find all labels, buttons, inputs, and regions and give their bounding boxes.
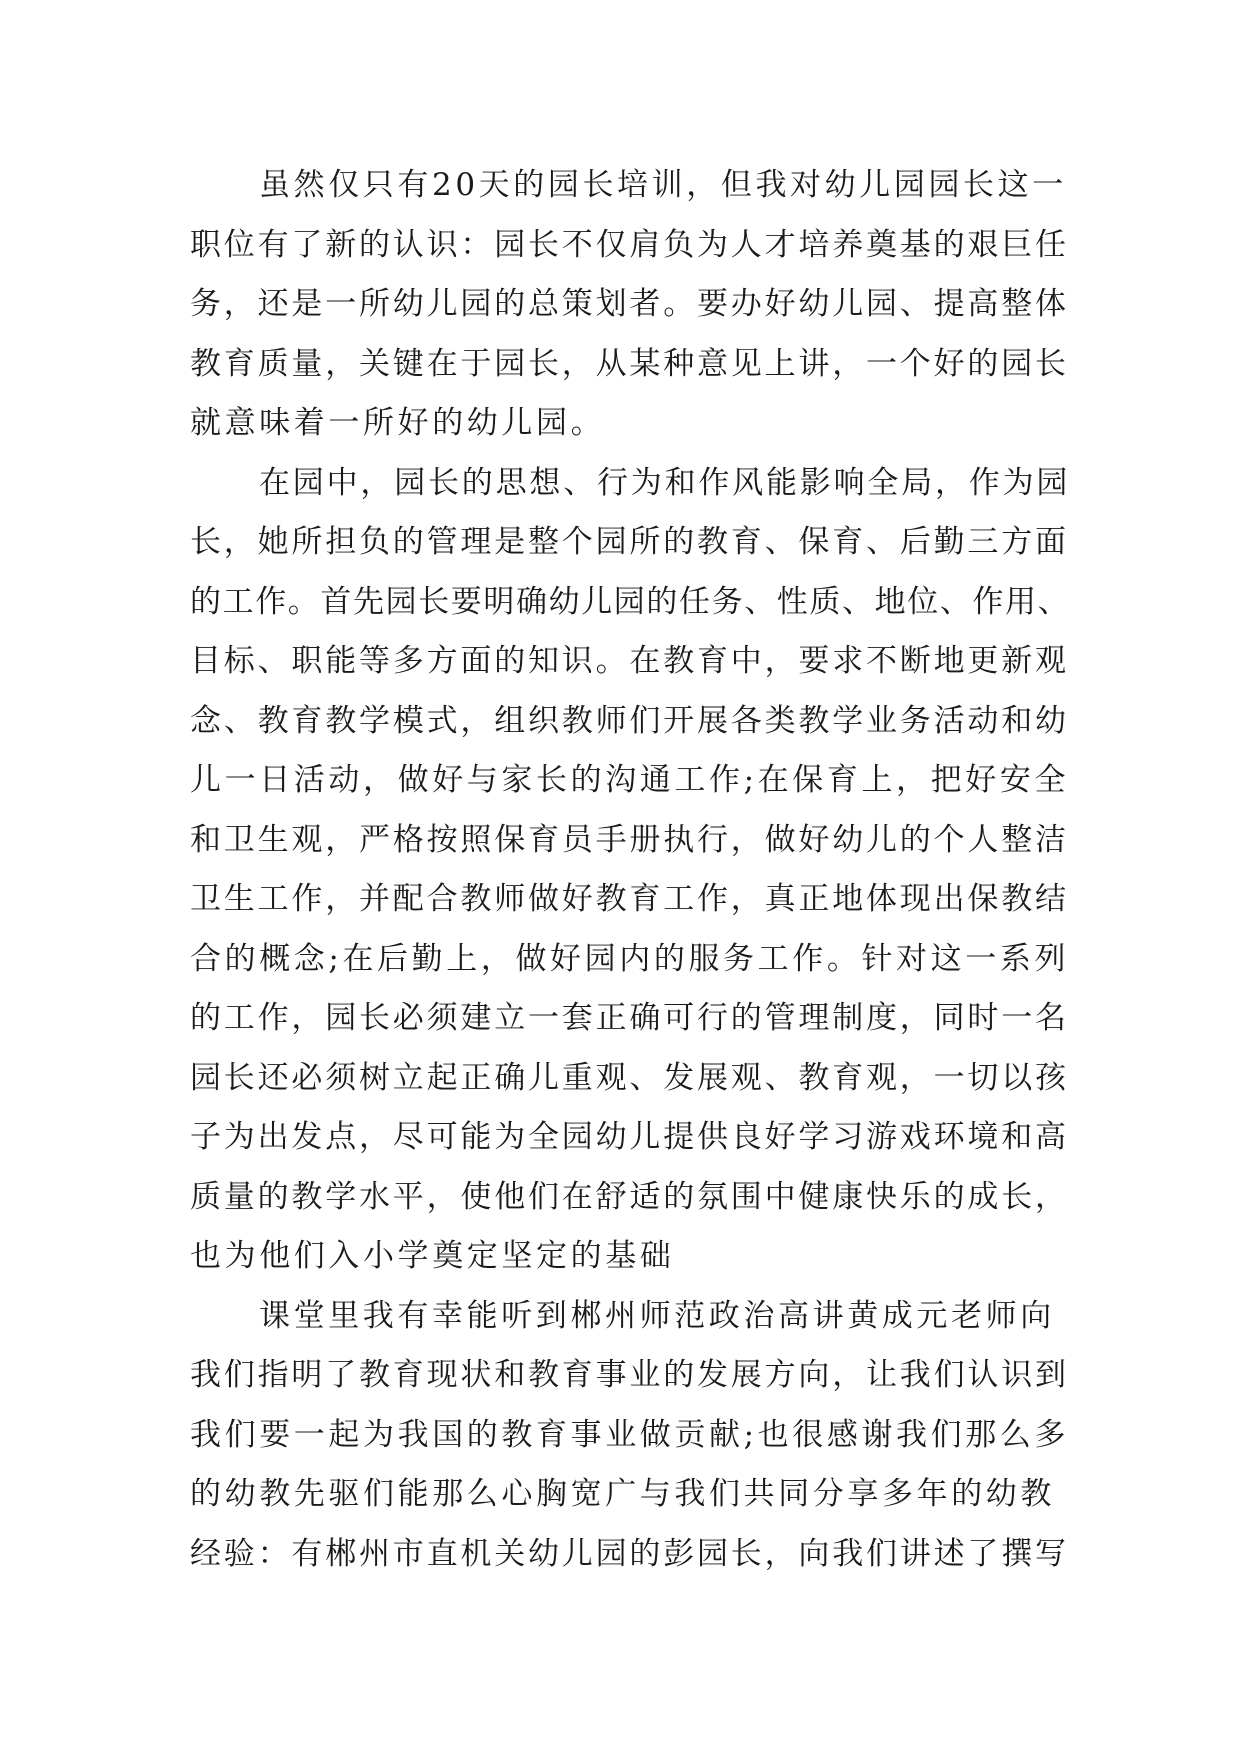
text-line: 子为出发点，尽可能为全园幼儿提供良好学习游戏环境和高 <box>190 1119 1069 1155</box>
text-line: 教育质量，关键在于园长，从某种意见上讲，一个好的园长 <box>190 345 1069 382</box>
text-line: 的工作，园长必须建立一套正确可行的管理制度，同时一名 <box>190 1000 1069 1036</box>
document-body <box>190 156 1070 1584</box>
text-line: 职位有了新的认识：园长不仅肩负为人才培养奠基的艰巨任 <box>190 226 1069 263</box>
text-line: 目标、职能等多方面的知识。在教育中，要求不断地更新观 <box>190 643 1069 679</box>
text-line: 虽然仅只有20天的园长培训，但我对幼儿园园长这一 <box>259 167 1067 203</box>
text-line: 儿一日活动，做好与家长的沟通工作;在保育上，把好安全 <box>190 762 1070 798</box>
text-line: 的幼教先驱们能那么心胸宽广与我们共同分享多年的幼教 <box>190 1476 1055 1512</box>
text-line: 念、教育教学模式，组织教师们开展各类教学业务活动和幼 <box>190 702 1069 739</box>
text-line: 长，她所担负的管理是整个园所的教育、保育、后勤三方面 <box>190 524 1069 560</box>
text-line: 的工作。首先园长要明确幼儿园的任务、性质、地位、作用、 <box>190 583 1071 620</box>
text-line: 和卫生观，严格按照保育员手册执行，做好幼儿的个人整洁 <box>190 821 1069 858</box>
text-line: 质量的教学水平，使他们在舒适的氛围中健康快乐的成长， <box>190 1178 1069 1215</box>
text-line: 卫生工作，并配合教师做好教育工作，真正地体现出保教结 <box>190 881 1069 917</box>
text-line: 在园中，园长的思想、行为和作风能影响全局，作为园 <box>259 464 1071 501</box>
text-line: 园长还必须树立起正确儿重观、发展观、教育观，一切以孩 <box>190 1059 1069 1096</box>
text-line: 合的概念;在后勤上，做好园内的服务工作。针对这一系列 <box>190 940 1070 977</box>
text-line: 就意味着一所好的幼儿园。 <box>190 405 606 441</box>
text-line: 也为他们入小学奠定坚定的基础 <box>190 1238 675 1274</box>
text-line: 我们要一起为我国的教育事业做贡献;也很感谢我们那么多 <box>190 1416 1070 1453</box>
text-line: 课堂里我有幸能听到郴州师范政治高讲黄成元老师向 <box>259 1297 1055 1334</box>
text-line: 我们指明了教育现状和教育事业的发展方向，让我们认识到 <box>190 1357 1069 1393</box>
text-line: 经验：有郴州市直机关幼儿园的彭园长，向我们讲述了撰写 <box>190 1535 1069 1572</box>
text-line: 务，还是一所幼儿园的总策划者。要办好幼儿园、提高整体 <box>190 286 1069 322</box>
